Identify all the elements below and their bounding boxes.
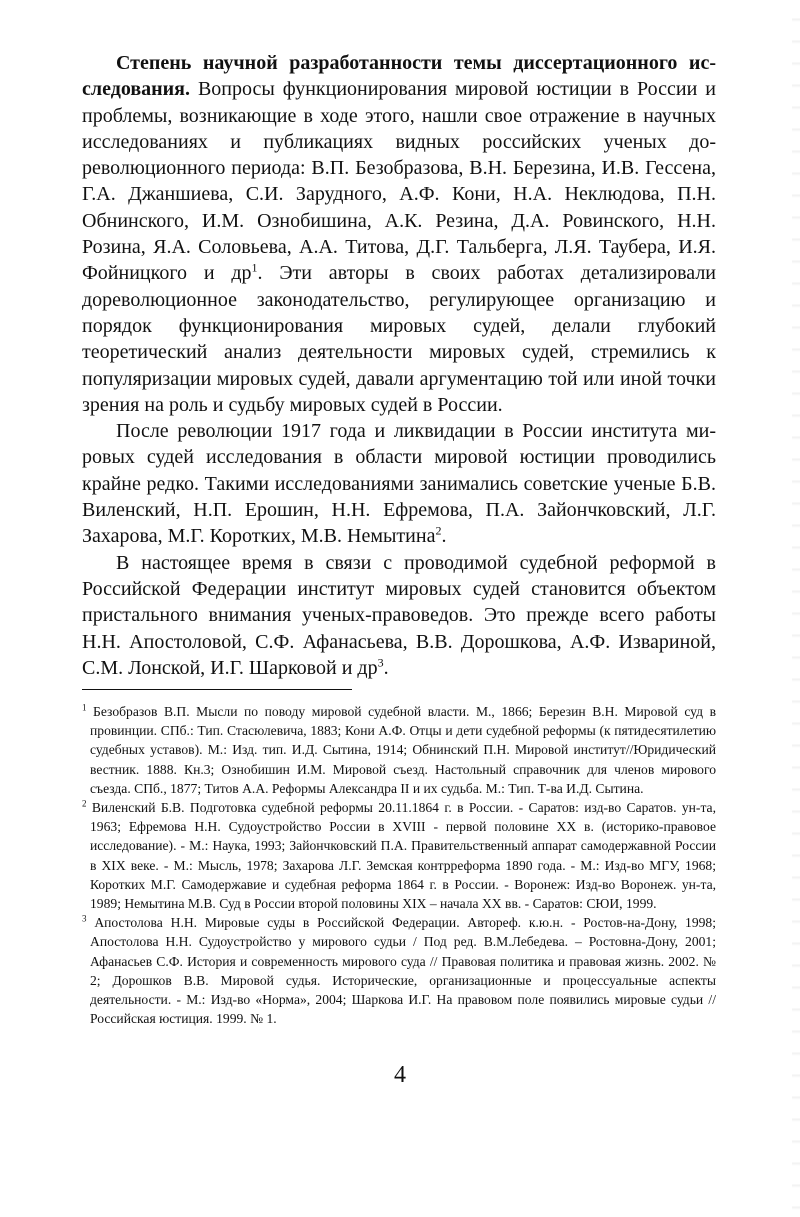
footnote-ref-3[interactable]: 3: [377, 655, 384, 670]
paragraph-3-tail: .: [383, 656, 389, 679]
paragraph-3-text: В настоящее время в связи с проводимой судебной реформой в Российской Федерации институт мировых судей становится объектом пристального внимания ученых-правоведов. Это прежде всего работы Н.Н. Апостоловой, С.Ф. Афанасьева, В.В. Дорошкова, А.Ф. Извариной, С.М. Лонской, И.Г. Шарковой и др: [82, 551, 716, 679]
footnote-text-3: Апостолова Н.Н. Мировые суды в Российской Федерации. Автореф. к.ю.н. - Ростов-на-Дону, 1998; Апостолова Н.Н. Судоустройство у мирового судьи / Под ред. В.М.Лебедева. – Ростовна-Дону, 2001; Афанасьев С.Ф. История и современность мирового суда // Правовая политика и правовая жизнь. 2002. № 2; Дорошков В.В. Мировой судья. Исторические, организационные и процессуальные аспекты деятельности. - М.: Изд-во «Норма», 2004; Шаркова И.Г. На правовом поле появились мировые судьи // Российская юстиция. 1999. № 1.: [86, 915, 716, 1027]
paragraph-2: [82, 418, 716, 549]
scan-edge-artifact: [792, 0, 800, 1217]
page-number: 4: [394, 1062, 406, 1088]
paragraph-1: [82, 50, 716, 418]
paragraph-1-text: Вопросы функционирования мировой юстиции в России и проблемы, возникающие в ходе этого, нашли свое отражение в научных исследованиях и публикациях видных российских ученых дореволюционного периода: В.П. Безобразова, В.Н. Березина, И.В. Гессена, Г.А. Джаншиева, С.И. Зарудного, А.Ф. Кони, Н.А. Неклюдова, П.Н. Обнинского, И.М. Ознобишина, А.К. Резина, Д.А. Ровинского, Н.Н. Розина, Я.А. Соловьева, А.А. Титова, Д.Г. Тальберга, Л.Я. Таубера, И.Я. Фойницкого и др: [82, 78, 716, 285]
footnote-mark-3: 3: [82, 913, 87, 924]
footnote-separator: [82, 689, 352, 690]
paragraph-2-tail: .: [441, 525, 447, 548]
paragraph-2-text: После революции 1917 года и ликвидации в России института мировых судей исследования в области мировой юстиции проводились крайне редко. Такими исследованиями занимались советские ученые Б.В. Виленский, Н.П. Ерошин, Н.Н. Ефремова, П.А. Зайончковский, Л.Г. Захарова, М.Г. Коротких, М.В. Немытина: [82, 420, 716, 548]
footnote-1: [82, 702, 716, 798]
paragraph-3: [82, 550, 716, 681]
footnote-text-1: Безобразов В.П. Мысли по поводу мировой судебной власти. М., 1866; Березин В.Н. Мировой суд в провинции. СПб.: Тип. Стасюлевича, 1883; Кони А.Ф. Отцы и дети судебной реформы (к пятидесятилетию судебных уставов). М.: Изд. тип. И.Д. Сытина, 1914; Обнинский П.Н. Мировой институт//Юридический вестник. 1888. Кн.3; Ознобишин И.М. Мировой съезд. Настольный справочник для членов мирового съезда. СПб., 1877; Титов А.А. Реформы Александра II и их судьба. М.: Тип. Т-ва И.Д. Сытина.: [86, 704, 716, 796]
footnote-mark-1: 1: [82, 702, 87, 713]
main-text: [82, 50, 716, 681]
footnote-ref-2[interactable]: 2: [435, 523, 442, 538]
footnote-2: [82, 798, 716, 913]
footnote-3: [82, 913, 716, 1028]
footnotes: [82, 702, 716, 1028]
footnote-ref-1[interactable]: 1: [251, 260, 258, 275]
section-heading: Степень научной разработанности темы диссертационного исследования.: [82, 52, 716, 101]
footnote-text-2: Виленский Б.В. Подготовка судебной реформы 20.11.1864 г. в России. - Саратов: изд-во Саратов. ун-та, 1963; Ефремова Н.Н. Судоустройство России в XVIII - первой половине XX в. (историко-правовое исследование). - М.: Наука, 1993; Зайончковский П.А. Правительственный аппарат самодержавной России в XIX веке. - М.: Мысль, 1978; Захарова Л.Г. Земская контрреформа 1890 года. - М.: Изд-во МГУ, 1968; Коротких М.Г. Самодержавие и судебная реформа 1864 г. в России. - Воронеж: Изд-во Воронеж. ун-та, 1989; Немытина М.В. Суд в России второй половины XIX – начала XX вв. - Саратов: СЮИ, 1999.: [86, 800, 716, 912]
paragraph-1-tail: . Эти авторы в своих работах детализировали дореволюционное законодательство, регулирующее организацию и порядок функционирования мировых судей, делали глубокий теоретический анализ деятельности мировых судей, стремились к популяризации мировых судей, давали аргументацию той или иной точки зрения на роль и судьбу мировых судей в России.: [82, 262, 716, 416]
footnote-mark-2: 2: [82, 798, 87, 809]
